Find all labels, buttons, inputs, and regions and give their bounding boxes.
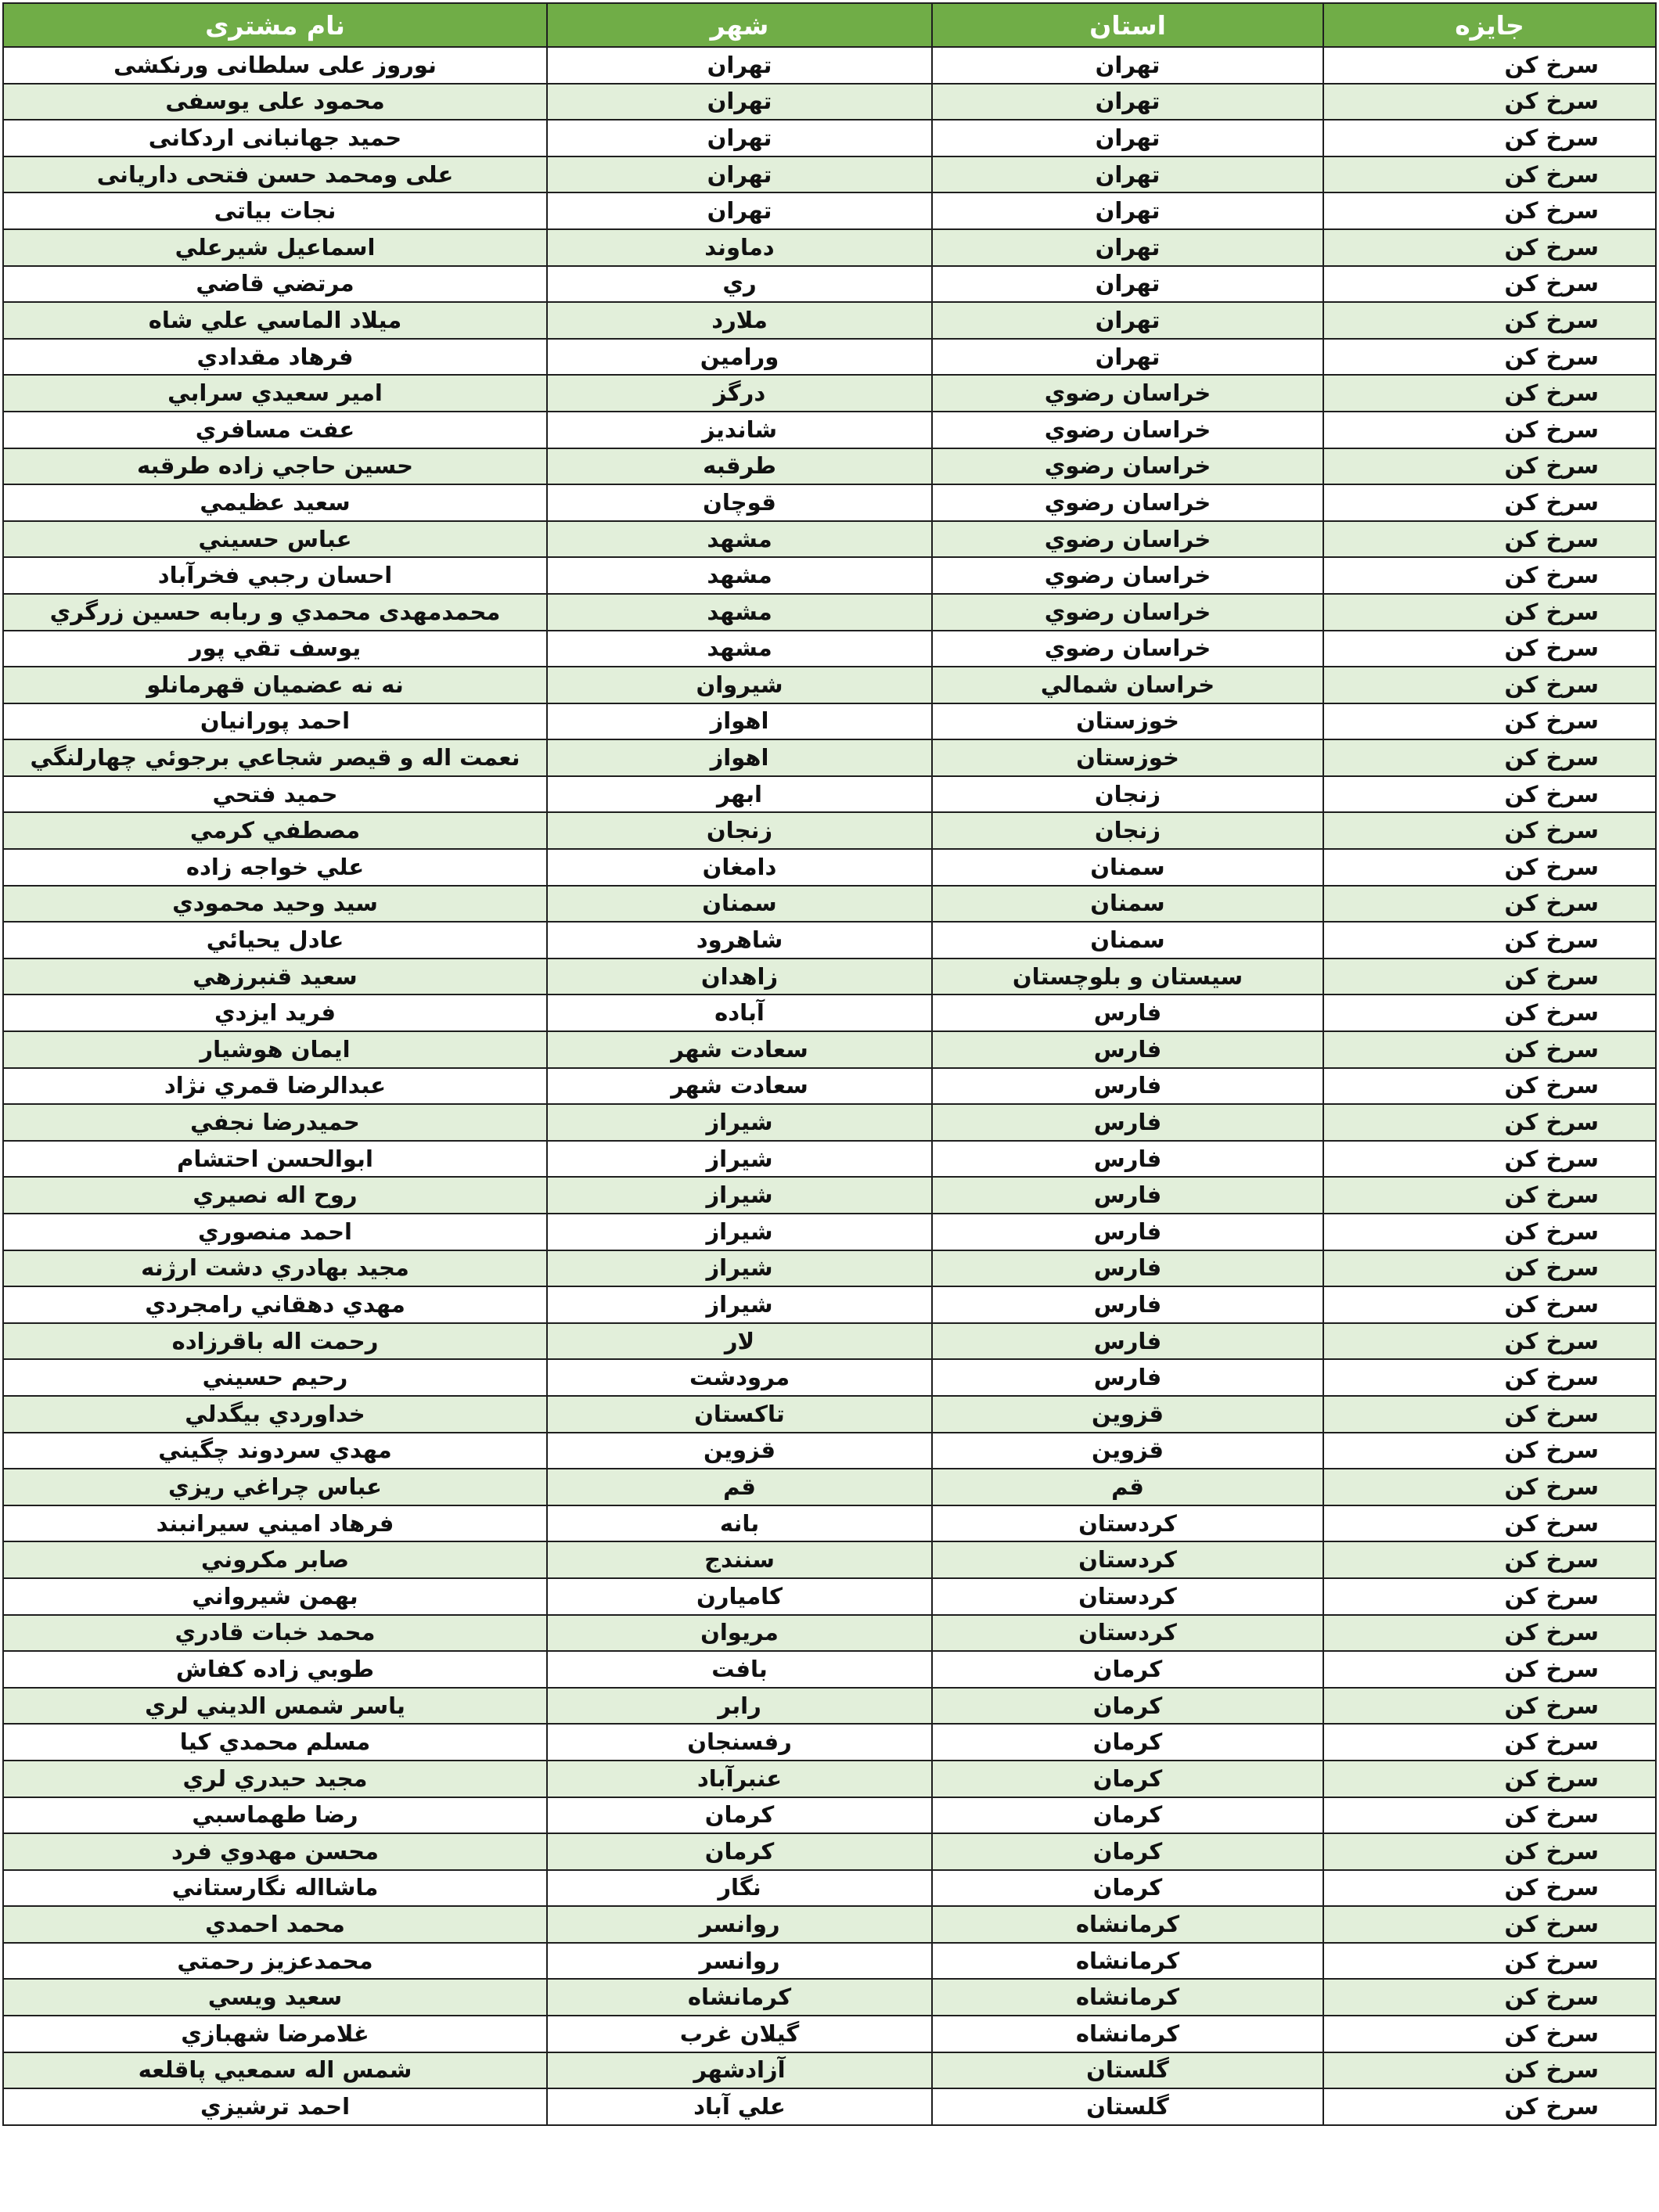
winners-table: [2, 2, 1657, 2126]
table-row: [3, 1505, 1656, 1542]
province-cell: فارس: [932, 1141, 1323, 1178]
city-cell: لار: [547, 1323, 932, 1360]
table-row: [3, 2052, 1656, 2089]
prize-cell: سرخ کن: [1323, 1615, 1656, 1652]
prize-cell: سرخ کن: [1323, 594, 1656, 631]
prize-cell: سرخ کن: [1323, 959, 1656, 995]
province-cell: گلستان: [932, 2052, 1323, 2089]
customer-name-cell: فرهاد اميني سيرانبند: [3, 1505, 547, 1542]
prize-cell: سرخ کن: [1323, 2052, 1656, 2089]
province-cell: كرمانشاه: [932, 2016, 1323, 2052]
province-cell: كرمان: [932, 1724, 1323, 1761]
customer-name-cell: سعيد ويسي: [3, 1979, 547, 2016]
customer-name-cell: صابر مكروني: [3, 1541, 547, 1578]
table-row: [3, 594, 1656, 631]
province-cell: فارس: [932, 1286, 1323, 1323]
header-city: شهر: [547, 3, 932, 47]
city-cell: دامغان: [547, 849, 932, 886]
prize-cell: سرخ کن: [1323, 703, 1656, 740]
prize-cell: سرخ کن: [1323, 1906, 1656, 1943]
province-cell: فارس: [932, 1177, 1323, 1214]
province-cell: تهران: [932, 47, 1323, 84]
customer-name-cell: بهمن شيرواني: [3, 1578, 547, 1615]
table-row: [3, 1943, 1656, 1980]
table-row: [3, 1469, 1656, 1505]
prize-cell: سرخ کن: [1323, 375, 1656, 412]
city-cell: تهران: [547, 47, 932, 84]
customer-name-cell: سعيد قنبرزهي: [3, 959, 547, 995]
city-cell: مشهد: [547, 521, 932, 558]
prize-cell: سرخ کن: [1323, 667, 1656, 703]
prize-cell: سرخ کن: [1323, 886, 1656, 923]
prize-cell: سرخ کن: [1323, 1651, 1656, 1688]
prize-cell: سرخ کن: [1323, 484, 1656, 521]
customer-name-cell: احمد پورانيان: [3, 703, 547, 740]
table-row: [3, 1433, 1656, 1469]
prize-cell: سرخ کن: [1323, 266, 1656, 303]
table-row: [3, 2016, 1656, 2052]
province-cell: خوزستان: [932, 739, 1323, 776]
province-cell: تهران: [932, 339, 1323, 376]
province-cell: كرمان: [932, 1870, 1323, 1907]
city-cell: عنبرآباد: [547, 1761, 932, 1797]
province-cell: كرمان: [932, 1797, 1323, 1834]
customer-name-cell: محمدمهدی محمدي و ربابه حسين زرگري: [3, 594, 547, 631]
prize-cell: سرخ کن: [1323, 1359, 1656, 1396]
customer-name-cell: حمید جهانبانی اردکانی: [3, 120, 547, 156]
customer-name-cell: روح اله نصيري: [3, 1177, 547, 1214]
table-row: [3, 812, 1656, 849]
prize-cell: سرخ کن: [1323, 849, 1656, 886]
city-cell: مريوان: [547, 1615, 932, 1652]
city-cell: سمنان: [547, 886, 932, 923]
city-cell: شيراز: [547, 1141, 932, 1178]
prize-cell: سرخ کن: [1323, 1250, 1656, 1287]
province-cell: فارس: [932, 995, 1323, 1031]
city-cell: شيراز: [547, 1286, 932, 1323]
table-row: [3, 886, 1656, 923]
table-header: [3, 3, 1656, 47]
table-row: [3, 1214, 1656, 1250]
table-row: [3, 120, 1656, 156]
table-row: [3, 1323, 1656, 1360]
prize-cell: سرخ کن: [1323, 1068, 1656, 1105]
city-cell: بافت: [547, 1651, 932, 1688]
city-cell: كرمان: [547, 1797, 932, 1834]
city-cell: تهران: [547, 192, 932, 229]
city-cell: شيروان: [547, 667, 932, 703]
table-row: [3, 739, 1656, 776]
city-cell: ملارد: [547, 302, 932, 339]
table-row: [3, 631, 1656, 667]
customer-name-cell: احمد منصوري: [3, 1214, 547, 1250]
city-cell: نگار: [547, 1870, 932, 1907]
table-row: [3, 1651, 1656, 1688]
province-cell: خراسان رضوي: [932, 412, 1323, 448]
prize-cell: سرخ کن: [1323, 1286, 1656, 1323]
customer-name-cell: محمد خبات قادري: [3, 1615, 547, 1652]
province-cell: خراسان رضوي: [932, 521, 1323, 558]
customer-name-cell: رحمت اله باقرزاده: [3, 1323, 547, 1360]
header-prize: جایزه: [1323, 3, 1656, 47]
prize-cell: سرخ کن: [1323, 2016, 1656, 2052]
prize-cell: سرخ کن: [1323, 120, 1656, 156]
customer-name-cell: ميلاد الماسي علي شاه: [3, 302, 547, 339]
province-cell: كردستان: [932, 1615, 1323, 1652]
province-cell: خوزستان: [932, 703, 1323, 740]
prize-cell: سرخ کن: [1323, 631, 1656, 667]
customer-name-cell: محمود علی یوسفی: [3, 84, 547, 120]
province-cell: خراسان رضوي: [932, 484, 1323, 521]
prize-cell: سرخ کن: [1323, 1323, 1656, 1360]
city-cell: رفسنجان: [547, 1724, 932, 1761]
city-cell: سنندج: [547, 1541, 932, 1578]
customer-name-cell: محمدعزيز رحمتي: [3, 1943, 547, 1980]
province-cell: فارس: [932, 1068, 1323, 1105]
customer-name-cell: مسلم محمدي كيا: [3, 1724, 547, 1761]
city-cell: تهران: [547, 84, 932, 120]
city-cell: شيراز: [547, 1104, 932, 1141]
province-cell: خراسان رضوي: [932, 557, 1323, 594]
table-row: [3, 703, 1656, 740]
province-cell: تهران: [932, 266, 1323, 303]
table-row: [3, 1578, 1656, 1615]
prize-cell: سرخ کن: [1323, 776, 1656, 813]
prize-cell: سرخ کن: [1323, 1943, 1656, 1980]
customer-name-cell: احسان رجبي فخرآباد: [3, 557, 547, 594]
customer-name-cell: نعمت اله و قيصر شجاعي برجوئي چهارلنگي: [3, 739, 547, 776]
customer-name-cell: مرتضي قاضي: [3, 266, 547, 303]
province-cell: زنجان: [932, 776, 1323, 813]
table-row: [3, 375, 1656, 412]
customer-name-cell: مهدي سردوند چگيني: [3, 1433, 547, 1469]
province-cell: قزوين: [932, 1396, 1323, 1433]
customer-name-cell: حميد فتحي: [3, 776, 547, 813]
city-cell: تاكستان: [547, 1396, 932, 1433]
header-row: [3, 3, 1656, 47]
city-cell: آزادشهر: [547, 2052, 932, 2089]
city-cell: مشهد: [547, 557, 932, 594]
winners-sheet: [2, 2, 1655, 2126]
city-cell: مشهد: [547, 594, 932, 631]
city-cell: كرمانشاه: [547, 1979, 932, 2016]
prize-cell: سرخ کن: [1323, 302, 1656, 339]
city-cell: بانه: [547, 1505, 932, 1542]
prize-cell: سرخ کن: [1323, 1979, 1656, 2016]
table-row: [3, 1104, 1656, 1141]
prize-cell: سرخ کن: [1323, 1578, 1656, 1615]
customer-name-cell: احمد ترشيزي: [3, 2088, 547, 2125]
province-cell: كردستان: [932, 1578, 1323, 1615]
customer-name-cell: حسين حاجي زاده طرقبه: [3, 448, 547, 485]
province-cell: كرمانشاه: [932, 1906, 1323, 1943]
city-cell: كاميارن: [547, 1578, 932, 1615]
city-cell: شيراز: [547, 1214, 932, 1250]
customer-name-cell: نجات بیاتی: [3, 192, 547, 229]
province-cell: كردستان: [932, 1541, 1323, 1578]
province-cell: خراسان رضوي: [932, 631, 1323, 667]
province-cell: قم: [932, 1469, 1323, 1505]
city-cell: روانسر: [547, 1943, 932, 1980]
customer-name-cell: علي خواجه زاده: [3, 849, 547, 886]
province-cell: فارس: [932, 1214, 1323, 1250]
province-cell: فارس: [932, 1250, 1323, 1287]
table-row: [3, 1833, 1656, 1870]
city-cell: زنجان: [547, 812, 932, 849]
city-cell: مرودشت: [547, 1359, 932, 1396]
city-cell: اهواز: [547, 739, 932, 776]
city-cell: ري: [547, 266, 932, 303]
province-cell: خراسان رضوي: [932, 375, 1323, 412]
customer-name-cell: فرهاد مقدادي: [3, 339, 547, 376]
city-cell: تهران: [547, 156, 932, 193]
table-row: [3, 776, 1656, 813]
prize-cell: سرخ کن: [1323, 1761, 1656, 1797]
customer-name-cell: مهدي دهقاني رامجردي: [3, 1286, 547, 1323]
city-cell: آباده: [547, 995, 932, 1031]
customer-name-cell: سيد وحيد محمودي: [3, 886, 547, 923]
province-cell: كرمانشاه: [932, 1979, 1323, 2016]
city-cell: شيراز: [547, 1250, 932, 1287]
table-row: [3, 47, 1656, 84]
city-cell: سعادت شهر: [547, 1068, 932, 1105]
city-cell: اهواز: [547, 703, 932, 740]
prize-cell: سرخ کن: [1323, 192, 1656, 229]
customer-name-cell: ماشااله نگارستاني: [3, 1870, 547, 1907]
province-cell: تهران: [932, 302, 1323, 339]
table-row: [3, 1396, 1656, 1433]
province-cell: تهران: [932, 156, 1323, 193]
city-cell: شاهرود: [547, 922, 932, 959]
customer-name-cell: نوروز علی سلطانی ورنکشی: [3, 47, 547, 84]
city-cell: زاهدان: [547, 959, 932, 995]
prize-cell: سرخ کن: [1323, 995, 1656, 1031]
prize-cell: سرخ کن: [1323, 1433, 1656, 1469]
customer-name-cell: عباس چراغي ريزي: [3, 1469, 547, 1505]
prize-cell: سرخ کن: [1323, 1469, 1656, 1505]
province-cell: سيستان و بلوچستان: [932, 959, 1323, 995]
prize-cell: سرخ کن: [1323, 2088, 1656, 2125]
table-row: [3, 995, 1656, 1031]
customer-name-cell: مصطفي كرمي: [3, 812, 547, 849]
prize-cell: سرخ کن: [1323, 1214, 1656, 1250]
prize-cell: سرخ کن: [1323, 448, 1656, 485]
table-row: [3, 192, 1656, 229]
prize-cell: سرخ کن: [1323, 1833, 1656, 1870]
city-cell: شيراز: [547, 1177, 932, 1214]
city-cell: دماوند: [547, 229, 932, 266]
table-row: [3, 1615, 1656, 1652]
province-cell: تهران: [932, 229, 1323, 266]
province-cell: گلستان: [932, 2088, 1323, 2125]
province-cell: زنجان: [932, 812, 1323, 849]
customer-name-cell: حميدرضا نجفي: [3, 1104, 547, 1141]
city-cell: ورامين: [547, 339, 932, 376]
province-cell: كرمانشاه: [932, 1943, 1323, 1980]
province-cell: خراسان رضوي: [932, 448, 1323, 485]
table-row: [3, 266, 1656, 303]
province-cell: قزوين: [932, 1433, 1323, 1469]
province-cell: كرمان: [932, 1761, 1323, 1797]
prize-cell: سرخ کن: [1323, 1141, 1656, 1178]
prize-cell: سرخ کن: [1323, 339, 1656, 376]
customer-name-cell: شمس اله سمعيي پاقلعه: [3, 2052, 547, 2089]
prize-cell: سرخ کن: [1323, 1724, 1656, 1761]
table-row: [3, 1250, 1656, 1287]
table-row: [3, 1031, 1656, 1068]
city-cell: علي آباد: [547, 2088, 932, 2125]
table-row: [3, 1870, 1656, 1907]
customer-name-cell: علی ومحمد حسن فتحی داریانی: [3, 156, 547, 193]
table-row: [3, 557, 1656, 594]
customer-name-cell: عفت مسافري: [3, 412, 547, 448]
table-row: [3, 84, 1656, 120]
city-cell: ابهر: [547, 776, 932, 813]
table-row: [3, 156, 1656, 193]
customer-name-cell: خداوردي بيگدلي: [3, 1396, 547, 1433]
table-row: [3, 1906, 1656, 1943]
province-cell: كرمان: [932, 1688, 1323, 1725]
customer-name-cell: عبدالرضا قمري نژاد: [3, 1068, 547, 1105]
province-cell: فارس: [932, 1323, 1323, 1360]
table-row: [3, 1286, 1656, 1323]
table-row: [3, 448, 1656, 485]
city-cell: روانسر: [547, 1906, 932, 1943]
prize-cell: سرخ کن: [1323, 1870, 1656, 1907]
prize-cell: سرخ کن: [1323, 1104, 1656, 1141]
province-cell: خراسان شمالي: [932, 667, 1323, 703]
prize-cell: سرخ کن: [1323, 1688, 1656, 1725]
table-row: [3, 1141, 1656, 1178]
province-cell: سمنان: [932, 849, 1323, 886]
customer-name-cell: عباس حسيني: [3, 521, 547, 558]
city-cell: سعادت شهر: [547, 1031, 932, 1068]
table-row: [3, 521, 1656, 558]
province-cell: خراسان رضوي: [932, 594, 1323, 631]
customer-name-cell: طوبي زاده كفاش: [3, 1651, 547, 1688]
province-cell: سمنان: [932, 922, 1323, 959]
customer-name-cell: عادل يحيائي: [3, 922, 547, 959]
prize-cell: سرخ کن: [1323, 1031, 1656, 1068]
province-cell: تهران: [932, 120, 1323, 156]
province-cell: فارس: [932, 1031, 1323, 1068]
province-cell: سمنان: [932, 886, 1323, 923]
customer-name-cell: رحيم حسيني: [3, 1359, 547, 1396]
table-row: [3, 1688, 1656, 1725]
customer-name-cell: محمد احمدي: [3, 1906, 547, 1943]
prize-cell: سرخ کن: [1323, 1541, 1656, 1578]
prize-cell: سرخ کن: [1323, 739, 1656, 776]
city-cell: رابر: [547, 1688, 932, 1725]
prize-cell: سرخ کن: [1323, 412, 1656, 448]
table-row: [3, 667, 1656, 703]
customer-name-cell: مجيد بهادري دشت ارژنه: [3, 1250, 547, 1287]
city-cell: كرمان: [547, 1833, 932, 1870]
city-cell: مشهد: [547, 631, 932, 667]
city-cell: قوچان: [547, 484, 932, 521]
table-row: [3, 922, 1656, 959]
prize-cell: سرخ کن: [1323, 521, 1656, 558]
table-row: [3, 1979, 1656, 2016]
table-row: [3, 1177, 1656, 1214]
prize-cell: سرخ کن: [1323, 1797, 1656, 1834]
city-cell: قزوين: [547, 1433, 932, 1469]
table-row: [3, 1724, 1656, 1761]
province-cell: فارس: [932, 1104, 1323, 1141]
table-row: [3, 229, 1656, 266]
customer-name-cell: مجيد حيدري لري: [3, 1761, 547, 1797]
customer-name-cell: فريد ايزدي: [3, 995, 547, 1031]
header-province: استان: [932, 3, 1323, 47]
customer-name-cell: نه نه عضميان قهرمانلو: [3, 667, 547, 703]
city-cell: گيلان غرب: [547, 2016, 932, 2052]
prize-cell: سرخ کن: [1323, 229, 1656, 266]
customer-name-cell: يوسف تقي پور: [3, 631, 547, 667]
city-cell: شانديز: [547, 412, 932, 448]
prize-cell: سرخ کن: [1323, 84, 1656, 120]
customer-name-cell: اسماعیل شیرعلي: [3, 229, 547, 266]
table-row: [3, 1359, 1656, 1396]
table-row: [3, 1797, 1656, 1834]
table-row: [3, 412, 1656, 448]
customer-name-cell: امير سعيدي سرابي: [3, 375, 547, 412]
prize-cell: سرخ کن: [1323, 47, 1656, 84]
city-cell: تهران: [547, 120, 932, 156]
city-cell: درگز: [547, 375, 932, 412]
customer-name-cell: محسن مهدوي فرد: [3, 1833, 547, 1870]
prize-cell: سرخ کن: [1323, 1396, 1656, 1433]
customer-name-cell: سعيد عظيمي: [3, 484, 547, 521]
table-row: [3, 339, 1656, 376]
customer-name-cell: غلامرضا شهبازي: [3, 2016, 547, 2052]
province-cell: تهران: [932, 192, 1323, 229]
city-cell: طرقبه: [547, 448, 932, 485]
province-cell: كردستان: [932, 1505, 1323, 1542]
prize-cell: سرخ کن: [1323, 812, 1656, 849]
customer-name-cell: ياسر شمس الديني لري: [3, 1688, 547, 1725]
table-row: [3, 1761, 1656, 1797]
customer-name-cell: ابوالحسن احتشام: [3, 1141, 547, 1178]
header-customer-name: نام مشتری: [3, 3, 547, 47]
province-cell: كرمان: [932, 1833, 1323, 1870]
province-cell: كرمان: [932, 1651, 1323, 1688]
prize-cell: سرخ کن: [1323, 1177, 1656, 1214]
table-row: [3, 2088, 1656, 2125]
table-body: [3, 47, 1656, 2125]
city-cell: قم: [547, 1469, 932, 1505]
table-row: [3, 1068, 1656, 1105]
table-row: [3, 849, 1656, 886]
customer-name-cell: ايمان هوشيار: [3, 1031, 547, 1068]
table-row: [3, 959, 1656, 995]
province-cell: فارس: [932, 1359, 1323, 1396]
table-row: [3, 302, 1656, 339]
prize-cell: سرخ کن: [1323, 922, 1656, 959]
table-row: [3, 1541, 1656, 1578]
prize-cell: سرخ کن: [1323, 557, 1656, 594]
province-cell: تهران: [932, 84, 1323, 120]
customer-name-cell: رضا طهماسبي: [3, 1797, 547, 1834]
prize-cell: سرخ کن: [1323, 1505, 1656, 1542]
table-row: [3, 484, 1656, 521]
prize-cell: سرخ کن: [1323, 156, 1656, 193]
